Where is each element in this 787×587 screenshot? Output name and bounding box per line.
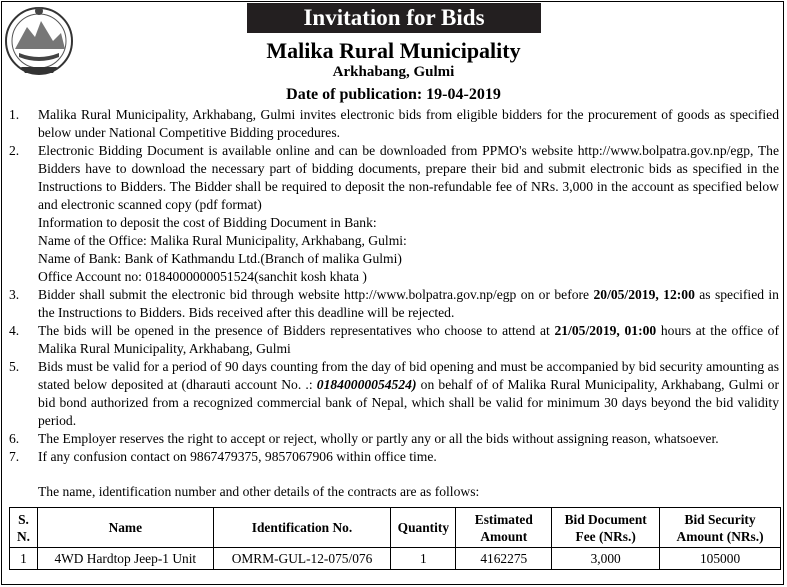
table-header-row <box>10 508 781 548</box>
deposit-account: 01840000054524) <box>316 377 417 392</box>
bank-info-heading: Information to deposit the cost of Bidding Document in Bank: <box>38 215 377 230</box>
publication-date: Date of publication: 19-04-2019 <box>286 86 501 103</box>
list-item: 6. The Employer reserves the right to accept or reject, wholly or partly any or all the bids without assigning reason, whatsoever. <box>9 431 719 446</box>
list-item: 2. Electronic Bidding Document is available online and can be downloaded from PPMO's website http://www.bolpatra.gov.np/egp, The Bidders have to download the necessary part of bidding documents, prepare their bid and submit electronic bids as specified in the Instructions to Bidders. The Bidder shall be required to deposit the non-refundable fee of NRs. 3,000 in the account as specified below and electronic scanned copy (pdf format) Information to deposit the cost of Bidding Document in Bank: Name of the Office: Malika Rural Municipality, Arkhabang, Gulmi: Name of Bank: Bank of Kathmandu Ltd.(Branch of malika Gulmi) Office Account no: 0184000000051524(sanchit kosh khata ) <box>9 143 779 284</box>
bank-name: Name of Bank: Bank of Kathmandu Ltd.(Branch of malika Gulmi) <box>38 251 402 266</box>
contracts-intro: The name, identification number and other details of the contracts are as follows: <box>38 484 480 499</box>
office-name: Name of the Office: Malika Rural Municipality, Arkhabang, Gulmi: <box>38 233 407 248</box>
cell-bid-security: 105000 <box>660 548 781 570</box>
cell-name: 4WD Hardtop Jeep-1 Unit <box>37 548 213 570</box>
list-item: 5. Bids must be valid for a period of 90 days counting from the day of bid opening and must be accompanied by bid security amounting as stated below deposited at (dharauti account No. .: 01840000054524) on behalf of of Malika Rural Municipality, Arkhabang, Gulmi or bid bond authorized from a recognized commercial bank of Nepal, which shall be valid for minimum 30 days beyond the bid validity period. <box>9 359 779 428</box>
cell-bid-document-fee: 3,000 <box>552 548 660 570</box>
organization-name: Malika Rural Municipality <box>266 38 521 63</box>
col-quantity: Quantity <box>391 508 456 548</box>
table-row <box>10 548 781 570</box>
cell-estimated-amount: 4162275 <box>456 548 552 570</box>
col-bid-security: Bid Security Amount (NRs.) <box>660 508 781 548</box>
col-sn: S. N. <box>10 508 38 548</box>
cell-sn: 1 <box>10 548 38 570</box>
list-item: 3. Bidder shall submit the electronic bid through website http://www.bolpatra.gov.np/egp on or before 20/05/2019, 12:00 as specified in the Instructions to Bidders. Bids received after this deadline will be rejected. <box>9 287 779 320</box>
col-name: Name <box>37 508 213 548</box>
page-title: Invitation for Bids <box>247 3 541 33</box>
opening-datetime: 21/05/2019, 01:00 <box>554 323 657 338</box>
cell-quantity: 1 <box>391 548 456 570</box>
list-item: 7. If any confusion contact on 9867479375, 9857067906 within office time. <box>9 449 437 464</box>
cell-id: OMRM-GUL-12-075/076 <box>213 548 391 570</box>
office-account: Office Account no: 0184000000051524(sanchit kosh khata ) <box>38 269 367 284</box>
col-id: Identification No. <box>213 508 391 548</box>
instructions-list <box>0 106 787 466</box>
contracts-table <box>9 507 781 570</box>
organization-location: Arkhabang, Gulmi <box>332 64 455 80</box>
col-estimated-amount: Estimated Amount <box>456 508 552 548</box>
submission-deadline: 20/05/2019, 12:00 <box>593 287 695 302</box>
col-bid-document-fee: Bid Document Fee (NRs.) <box>552 508 660 548</box>
list-item: 4. The bids will be opened in the presence of Bidders representatives who choose to attend at 21/05/2019, 01:00 hours at the office of Malika Rural Municipality, Arkhabang, Gulmi <box>9 323 779 356</box>
list-item: 1. Malika Rural Municipality, Arkhabang, Gulmi invites electronic bids from eligible bidders for the procurement of goods as specified below under National Competitive Bidding procedures. <box>9 107 779 140</box>
